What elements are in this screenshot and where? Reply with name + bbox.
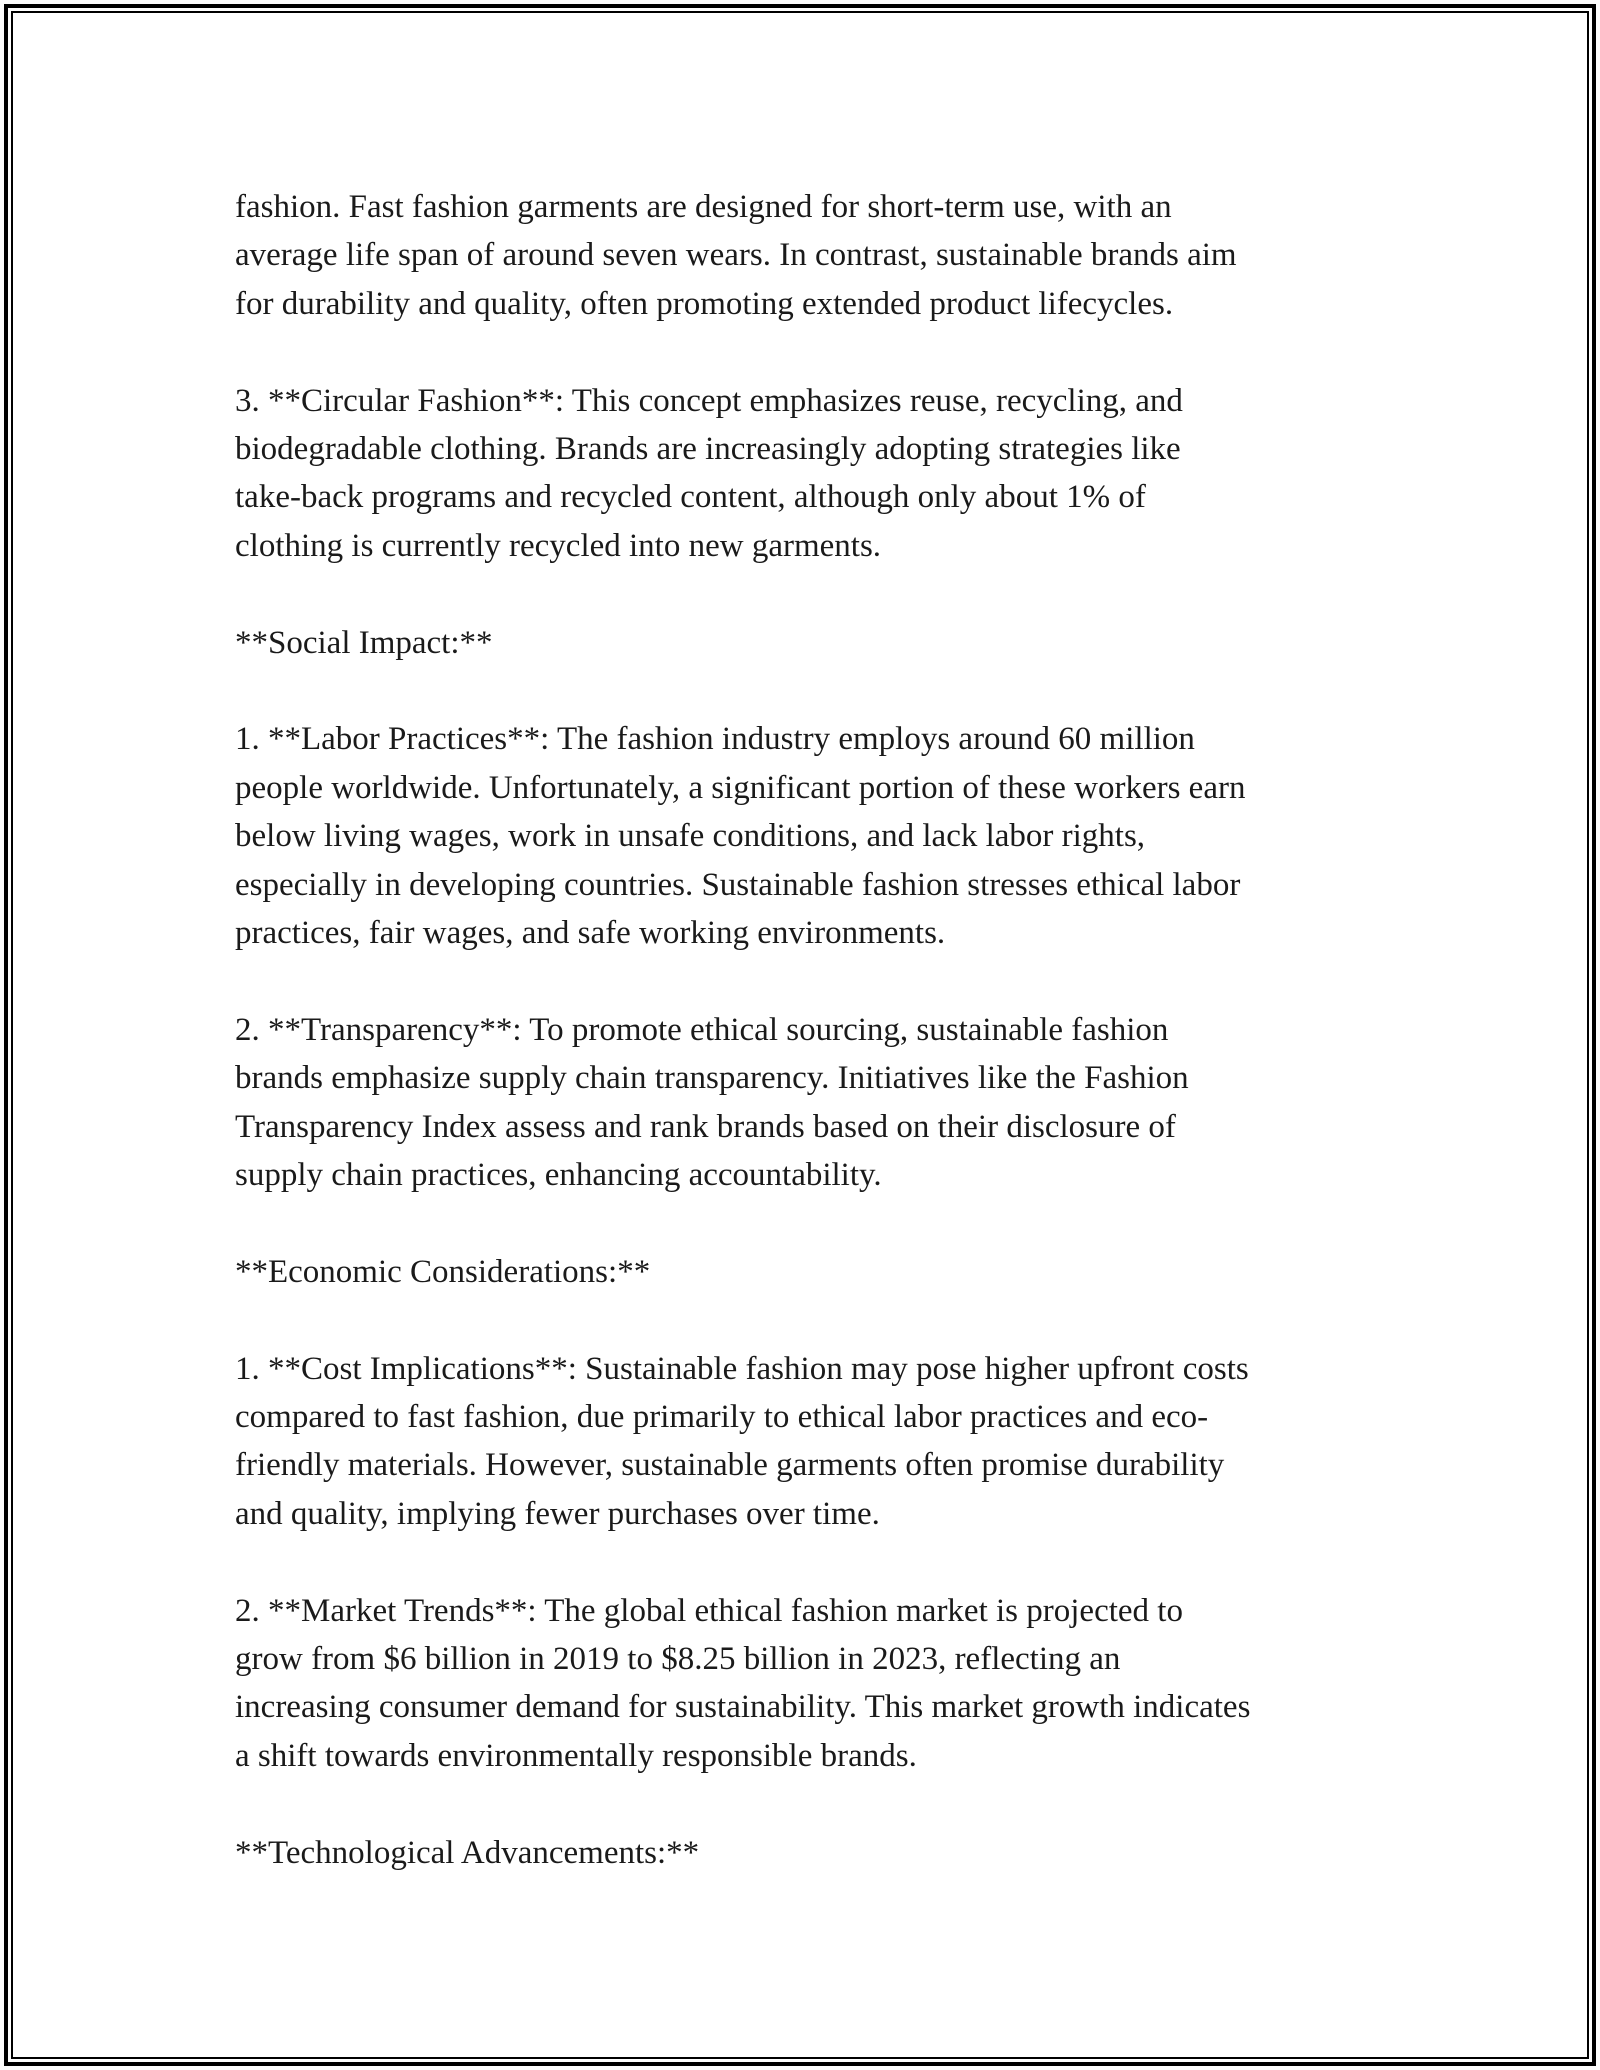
paragraph-cost-implications: 1. **Cost Implications**: Sustainable fashion may pose higher upfront costs compared to fast fashion, due primarily to ethical labor practices and eco- friendly materials. However, sustainable garments often promise durability and quality, implying fewer purchases over time. (235, 1350, 1249, 1532)
paragraph-fast-fashion-continued: fashion. Fast fashion garments are designed for short-term use, with an average life span of around seven wears. In contrast, sustainable brands aim for durability and quality, often promoting extended product lifecycles. (235, 189, 1237, 322)
paragraph-transparency: 2. **Transparency**: To promote ethical sourcing, sustainable fashion brands emphasize supply chain transparency. Initiatives like the Fashion Transparency Index assess and rank brands based on their disclosure of supply chain practices, enhancing accountability. (235, 1011, 1189, 1194)
paragraph-labor-practices: 1. **Labor Practices**: The fashion industry employs around 60 million people worldwide. Unfortunately, a significant portion of these workers earn below living wages, work in unsafe conditions, and lack labor rights, especially in developing countries. Sustainable fashion stresses ethical labor practices, fair wages, and safe working environments. (235, 721, 1246, 952)
document-body (235, 183, 1395, 1925)
section-heading-economic-considerations: **Economic Considerations:** (235, 1253, 651, 1290)
section-heading-social-impact: **Social Impact:** (235, 624, 493, 661)
paragraph-circular-fashion: 3. **Circular Fashion**: This concept emphasizes reuse, recycling, and biodegradable clothing. Brands are increasingly adopting strategies like take-back programs and recycled content, although only about 1% of clothing is currently recycled into new garments. (235, 382, 1183, 564)
section-heading-technological-advancements: **Technological Advancements:** (235, 1834, 700, 1871)
paragraph-market-trends: 2. **Market Trends**: The global ethical fashion market is projected to grow from $6 billion in 2019 to $8.25 billion in 2023, reflecting an increasing consumer demand for sustainability. This market growth indicates a shift towards environmentally responsible brands. (235, 1592, 1251, 1774)
